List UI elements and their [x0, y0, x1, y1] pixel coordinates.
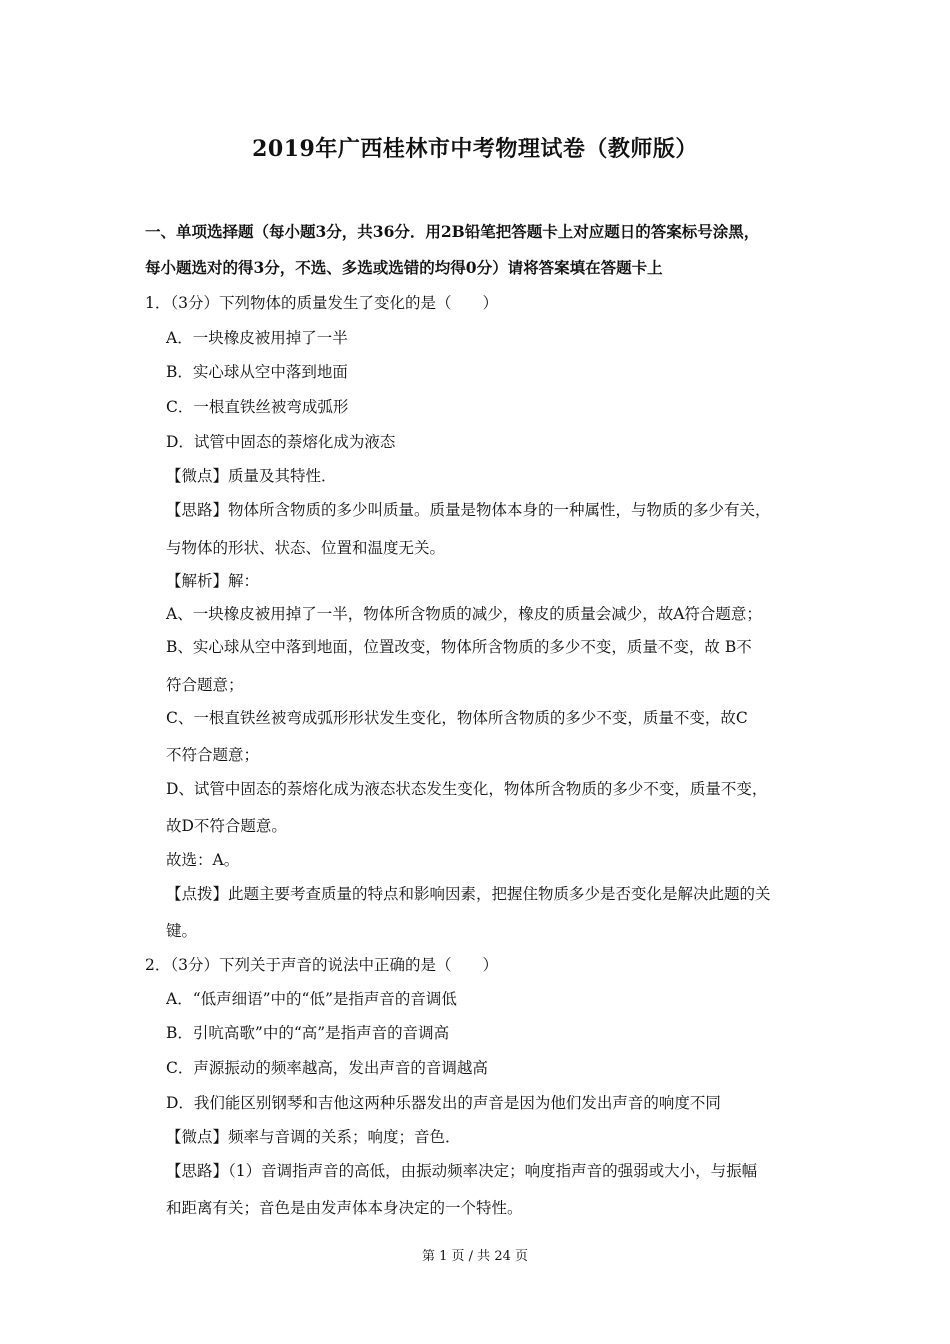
question-1-jiexi-line: A、一块橡皮被用掉了一半，物体所含物质的减少，橡皮的质量会减少，故A符合题意；	[166, 605, 762, 623]
question-1-silu-line-1: 【思路】物体所含物质的多少叫质量。质量是物体本身的一种属性，与物质的多少有关，	[166, 501, 771, 519]
section-header-line-2: 每小题选对的得3分，不选、多选或选错的均得0分）请将答案填在答题卡上	[145, 258, 663, 277]
question-1-weidian: 【微点】质量及其特性．	[166, 467, 337, 485]
question-1-jiexi-label: 【解析】解：	[166, 572, 260, 590]
page-footer: 第 1 页 / 共 24 页	[422, 1249, 528, 1264]
question-1-dianbo-line-2: 键。	[166, 922, 198, 940]
question-2-option-d: D．我们能区别钢琴和吉他这两种乐器发出的声音是因为他们发出声音的响度不同	[166, 1094, 721, 1112]
question-1-jiexi-line: 不符合题意；	[166, 746, 260, 764]
question-1-option-a: A．一块橡皮被用掉了一半	[166, 329, 348, 347]
question-1-answer: 故选：A。	[166, 851, 240, 869]
question-1-jiexi-line: D、试管中固态的萘熔化成为液态状态发生变化，物体所含物质的多少不变，质量不变，	[166, 780, 768, 798]
question-2-option-c: C．声源振动的频率越高，发出声音的音调越高	[166, 1059, 488, 1077]
question-2-silu-line-1: 【思路】（1）音调指声音的高低，由振动频率决定；响度指声音的强弱或大小，与振幅	[166, 1162, 758, 1180]
question-1-jiexi-line: 故D不符合题意。	[166, 817, 287, 835]
question-1-option-d: D．试管中固态的萘熔化成为液态	[166, 433, 396, 451]
question-1-option-b: B．实心球从空中落到地面	[166, 363, 348, 381]
question-2-option-a: A．“低声细语”中的“低”是指声音的音调低	[166, 990, 457, 1008]
question-1-stem: 1．（3分）下列物体的质量发生了变化的是（ ）	[145, 294, 498, 312]
page-title: 2019年广西桂林市中考物理试卷（教师版）	[252, 136, 698, 162]
question-1-dianbo-line-1: 【点拨】此题主要考查质量的特点和影响因素，把握住物质多少是否变化是解决此题的关	[166, 885, 771, 903]
question-1-silu-line-2: 与物体的形状、状态、位置和温度无关。	[166, 539, 446, 557]
question-2-silu-line-2: 和距离有关；音色是由发声体本身决定的一个特性。	[166, 1199, 523, 1217]
section-header-line-1: 一、单项选择题（每小题3分，共36分．用2B铅笔把答题卡上对应题日的答案标号涂黑，	[145, 222, 760, 241]
question-1-jiexi-line: 符合题意；	[166, 676, 244, 694]
question-1-jiexi-line: C、一根直铁丝被弯成弧形形状发生变化，物体所含物质的多少不变，质量不变，故C	[166, 709, 748, 727]
question-2-weidian: 【微点】频率与音调的关系；响度；音色．	[166, 1128, 461, 1146]
question-2-option-b: B．引吭高歌”中的“高”是指声音的音调高	[166, 1024, 450, 1042]
question-1-option-c: C．一根直铁丝被弯成弧形	[166, 398, 349, 416]
question-1-jiexi-line: B、实心球从空中落到地面，位置改变，物体所含物质的多少不变，质量不变，故 B不	[166, 638, 752, 656]
question-2-stem: 2．（3分）下列关于声音的说法中正确的是（ ）	[145, 956, 498, 974]
